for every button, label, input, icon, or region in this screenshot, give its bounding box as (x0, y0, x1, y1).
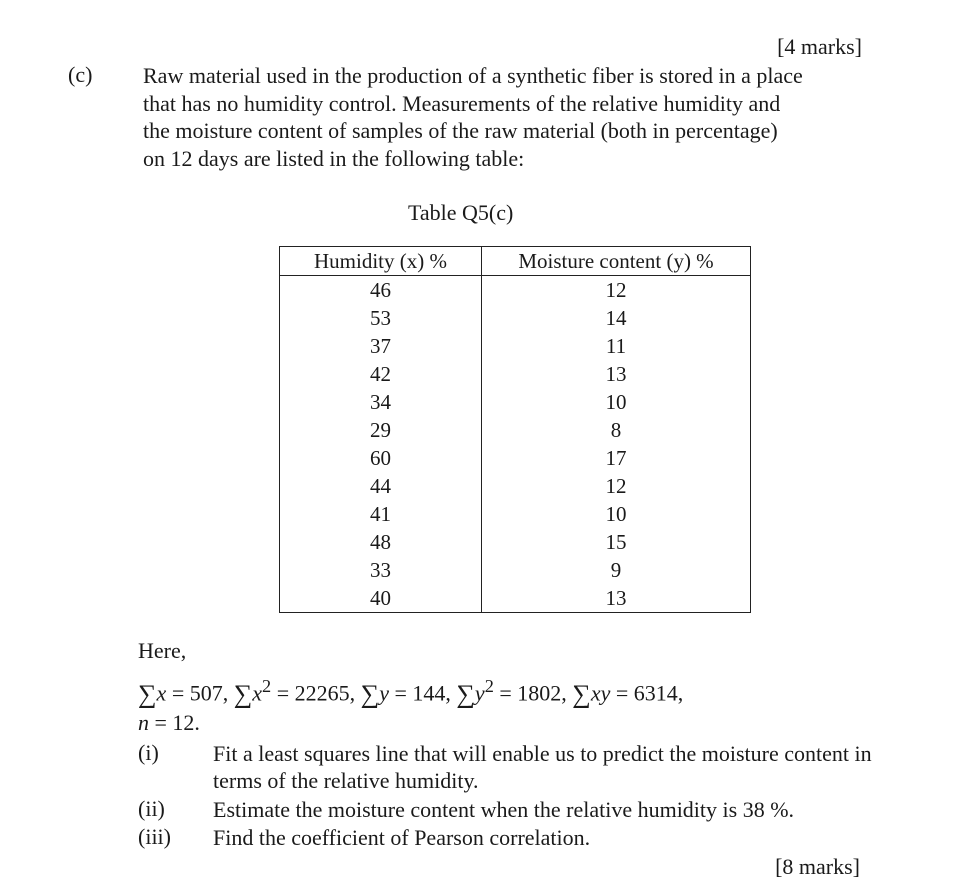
table-row (280, 444, 751, 472)
question-text: Find the coefficient of Pearson correlation. (213, 825, 591, 850)
n-value: 12 (172, 710, 195, 735)
part-label: (c) (68, 62, 93, 87)
intro-line: that has no humidity control. Measurements of the relative humidity and (143, 90, 781, 116)
sum-y-value: 144 (412, 680, 446, 706)
moisture-cell: 10 (482, 388, 751, 416)
sum-x2-value: 22265 (294, 680, 350, 706)
sigma-symbol: ∑ (233, 679, 253, 709)
humidity-cell: 41 (280, 500, 482, 528)
humidity-cell: 44 (280, 472, 482, 500)
moisture-cell: 11 (482, 332, 751, 360)
moisture-cell: 10 (482, 500, 751, 528)
table-row (280, 360, 751, 388)
table-header-row (280, 247, 751, 276)
intro-paragraph (143, 62, 873, 172)
humidity-cell: 48 (280, 528, 482, 556)
sum-y2-value: 1802 (517, 680, 562, 706)
data-table (279, 246, 751, 613)
sigma-symbol: ∑ (138, 679, 157, 709)
moisture-cell: 12 (482, 276, 751, 305)
header-moisture: Moisture content (y) % (482, 247, 751, 276)
humidity-cell: 42 (280, 360, 482, 388)
intro-line: on 12 days are listed in the following table: (143, 145, 525, 171)
table-row (280, 472, 751, 500)
humidity-cell: 60 (280, 444, 482, 472)
sum-x-value: 507 (189, 680, 223, 706)
table-row (280, 500, 751, 528)
question-label: (iii) (138, 824, 171, 849)
table-row (280, 276, 751, 305)
marks-bottom: [8 marks] (775, 854, 860, 879)
moisture-cell: 14 (482, 304, 751, 332)
moisture-cell: 13 (482, 360, 751, 388)
moisture-cell: 8 (482, 416, 751, 444)
question-text: Fit a least squares line that will enable us to predict the moisture content in terms of the relative humidity. (213, 741, 872, 793)
humidity-cell: 34 (280, 388, 482, 416)
summation-line: ∑x = 507, $\sum x^2 = 22265$, ∑y = 144, $\sum y^2 = 1802$, ∑xy = 6314, (138, 676, 684, 709)
moisture-cell: 12 (482, 472, 751, 500)
table-row (280, 556, 751, 584)
here-label: Here, (138, 638, 187, 663)
question-label: (ii) (138, 796, 165, 821)
table-caption: Table Q5(c) (408, 200, 514, 225)
moisture-cell: 15 (482, 528, 751, 556)
question-label: (i) (138, 740, 159, 765)
sigma-symbol: ∑ (572, 679, 591, 709)
sigma-symbol: ∑ (456, 679, 475, 709)
header-humidity: Humidity (x) % (280, 247, 482, 276)
sigma-symbol: ∑ (360, 679, 380, 709)
moisture-cell: 13 (482, 584, 751, 613)
question-text: Estimate the moisture content when the relative humidity is 38 %. (213, 797, 795, 822)
table-row (280, 528, 751, 556)
table-row (280, 388, 751, 416)
n-line: n = 12. (138, 710, 200, 735)
humidity-cell: 29 (280, 416, 482, 444)
humidity-cell: 37 (280, 332, 482, 360)
table-row (280, 584, 751, 613)
moisture-cell: 9 (482, 556, 751, 584)
table-row (280, 304, 751, 332)
moisture-cell: 17 (482, 444, 751, 472)
table-row (280, 416, 751, 444)
table-row (280, 332, 751, 360)
humidity-cell: 53 (280, 304, 482, 332)
humidity-cell: 46 (280, 276, 482, 305)
humidity-cell: 33 (280, 556, 482, 584)
intro-line: the moisture content of samples of the raw material (both in percentage) (143, 118, 778, 143)
humidity-cell: 40 (280, 584, 482, 613)
intro-line: Raw material used in the production of a synthetic fiber is stored in a place (143, 63, 803, 88)
sum-xy-value: 6314 (633, 680, 678, 706)
marks-top: [4 marks] (777, 34, 862, 59)
